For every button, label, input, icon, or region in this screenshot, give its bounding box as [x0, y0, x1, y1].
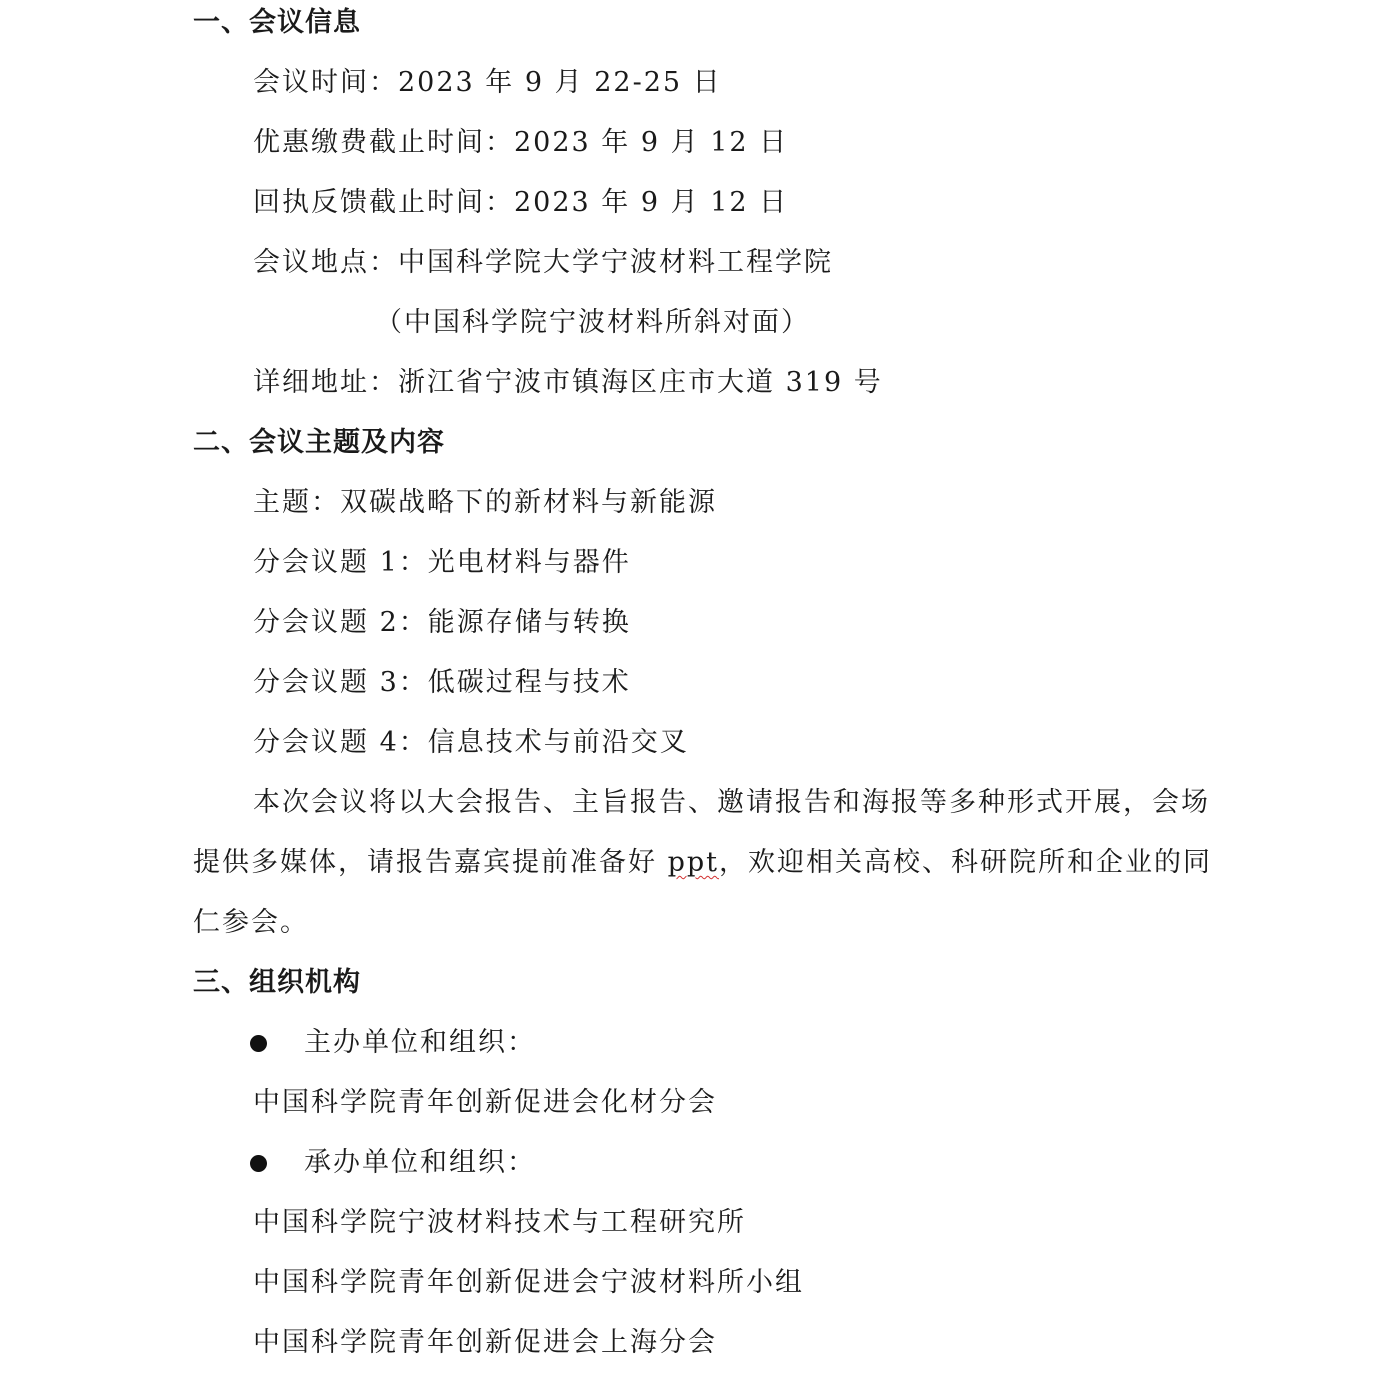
organizer-item: 中国科学院宁波材料技术与工程研究所	[253, 1207, 746, 1238]
bullet-icon	[250, 1155, 267, 1172]
meeting-theme: 主题：双碳战略下的新材料与新能源	[253, 487, 717, 518]
section-heading-meeting-info: 一、会议信息	[193, 7, 361, 38]
paragraph-line	[193, 843, 1212, 883]
receipt-deadline: 回执反馈截止时间：2023 年 9 月 12 日	[253, 187, 789, 218]
topic-item: 分会议题 1：光电材料与器件	[253, 547, 631, 578]
paragraph-line: 仁参会。	[193, 907, 309, 938]
paragraph-line: 本次会议将以大会报告、主旨报告、邀请报告和海报等多种形式开展，会场	[253, 787, 1210, 818]
meeting-time: 会议时间：2023 年 9 月 22-25 日	[253, 67, 722, 98]
organizer-item: 中国科学院青年创新促进会宁波材料所小组	[253, 1267, 804, 1298]
discount-deadline: 优惠缴费截止时间：2023 年 9 月 12 日	[253, 127, 789, 158]
bullet-organizer	[250, 1143, 536, 1183]
host-item: 中国科学院青年创新促进会化材分会	[253, 1087, 717, 1118]
topic-item: 分会议题 2：能源存储与转换	[253, 607, 631, 638]
section-heading-organization: 三、组织机构	[193, 967, 361, 998]
bullet-icon	[250, 1035, 267, 1052]
meeting-venue: 会议地点：中国科学院大学宁波材料工程学院	[253, 247, 833, 278]
paragraph-text: ，欢迎相关高校、科研院所和企业的同	[719, 847, 1213, 878]
section-heading-theme: 二、会议主题及内容	[193, 427, 445, 458]
organizer-item: 中国科学院青年创新促进会上海分会	[253, 1327, 717, 1358]
topic-item: 分会议题 3：低碳过程与技术	[253, 667, 631, 698]
bullet-host	[250, 1023, 536, 1063]
host-label: 主办单位和组织：	[304, 1027, 536, 1058]
spellcheck-word-ppt: ppt	[667, 847, 720, 878]
paragraph-text: 提供多媒体，请报告嘉宾提前准备好	[193, 847, 668, 878]
topic-item: 分会议题 4：信息技术与前沿交叉	[253, 727, 689, 758]
meeting-address: 详细地址：浙江省宁波市镇海区庄市大道 319 号	[253, 367, 883, 398]
meeting-venue-note: （中国科学院宁波材料所斜对面）	[375, 307, 810, 338]
organizer-label: 承办单位和组织：	[304, 1147, 536, 1178]
